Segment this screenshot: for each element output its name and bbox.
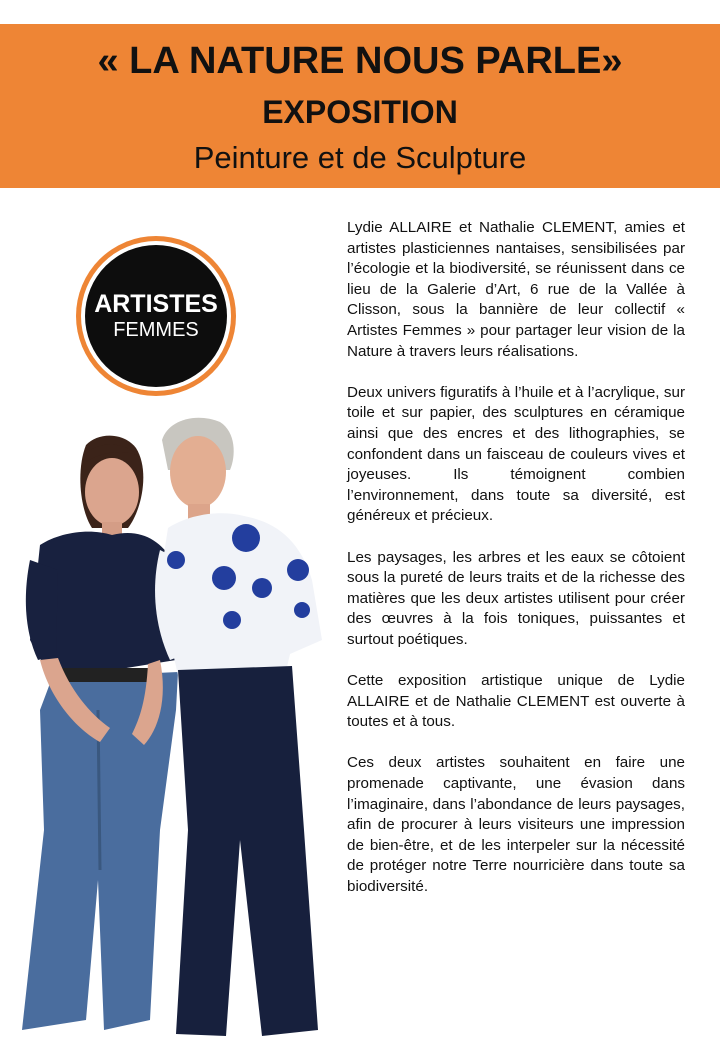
exhibition-description xyxy=(347,218,685,918)
logo-line2: FEMMES xyxy=(113,319,199,341)
artist-left-figure xyxy=(22,436,178,1030)
exhibition-label: EXPOSITION xyxy=(262,94,458,130)
artistes-femmes-logo xyxy=(72,232,240,400)
artist-right-figure xyxy=(155,418,322,1036)
exhibition-tagline: Peinture et de Sculpture xyxy=(193,140,527,175)
exhibition-title: « LA NATURE NOUS PARLE» xyxy=(97,40,623,82)
artists-photo xyxy=(0,410,340,1040)
logo-line1: ARTISTES xyxy=(94,290,218,318)
paragraph-intro: Lydie ALLAIRE et Nathalie CLEMENT, amies et artistes plasticiennes nantaises, sensibilisées par l’écologie et la biodiversité, se réunissent dans ce lieu de la Galerie d’Art, 6 rue de la Vallée à Clisson, sous la bannière de leur collectif « Artistes Femmes » pour partager leur vision de la Nature à travers leurs réalisations. xyxy=(347,219,685,360)
paragraph-purpose: Ces deux artistes souhaitent en faire une promenade captivante, une évasion dans l’imaginaire, dans l’abondance de leurs paysages, afin de procurer à leurs visiteurs une impression de bien-être, et de les interpeler sur la nécessité de protéger notre Terre nourricière dans toute sa biodiversité. xyxy=(347,754,685,895)
paragraph-universes: Deux univers figuratifs à l’huile et à l’acrylique, sur toile et sur papier, des sculptures en céramique ainsi que des encres et des lithographies, se confondent dans un faisceau de couleurs vives et joyeuses. Ils témoignent combien l’environnement, dans toute sa diversité, est généreux et précieux. xyxy=(347,383,685,525)
paragraph-landscapes: Les paysages, les arbres et les eaux se côtoient sous la pureté de leurs traits et de la richesse des matières que les deux artistes utilisent pour créer des œuvres à la fois toniques, puissantes et surtout poétiques. xyxy=(347,548,685,648)
paragraph-opening: Cette exposition artistique unique de Lydie ALLAIRE et de Nathalie CLEMENT est ouverte à toutes et à tous. xyxy=(347,672,685,731)
title-banner xyxy=(0,24,720,188)
